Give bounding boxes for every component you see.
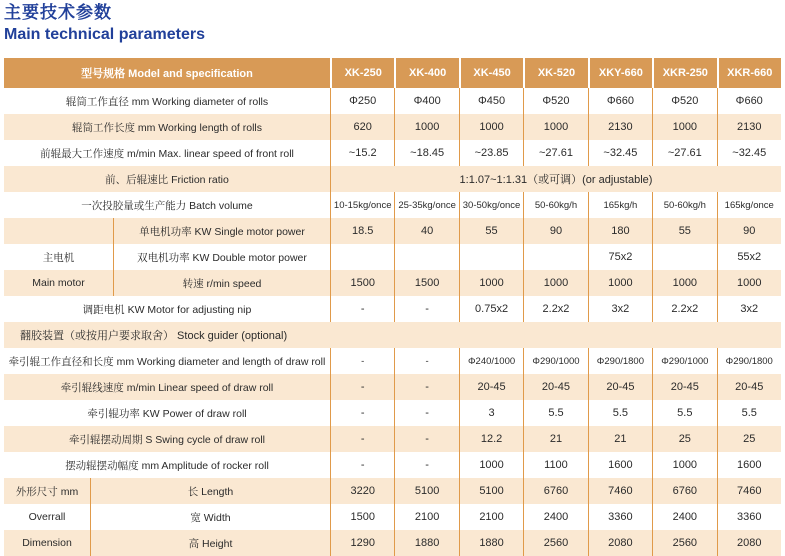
cell-value: 25 [717, 426, 781, 452]
cell-value: 55 [459, 218, 523, 244]
header-model: XKY-660 [588, 58, 652, 88]
cell-value: 90 [523, 218, 587, 244]
row-label: 牵引辊工作直径和长度 mm Working diameter and length of draw roll [8, 355, 326, 368]
cell-value: 55 [652, 218, 716, 244]
cell-value: 2400 [523, 504, 587, 530]
cell-value: 25 [652, 426, 716, 452]
cell-value: - [394, 348, 458, 374]
cell-value: - [394, 400, 458, 426]
cell-value: 12.2 [459, 426, 523, 452]
header-model: XKR-250 [652, 58, 716, 88]
cell-value [459, 244, 523, 270]
cell-value: 20-45 [588, 374, 652, 400]
table-row-draw-roll-speed [4, 374, 781, 400]
cell-value: - [394, 452, 458, 478]
cell-value: - [330, 296, 394, 322]
cell-value: ~15.2 [330, 140, 394, 166]
cell-value: Φ660 [588, 88, 652, 114]
cell-value: 1600 [588, 452, 652, 478]
cell-value: 20-45 [523, 374, 587, 400]
table-row-friction-ratio [4, 166, 781, 192]
table-row-draw-roll-swing-cycle [4, 426, 781, 452]
cell-value: 3360 [588, 504, 652, 530]
cell-value: 1000 [523, 114, 587, 140]
row-label: 调距电机 KW Motor for adjusting nip [82, 303, 252, 316]
cell-value: 165kg/once [717, 192, 781, 218]
cell-value: Φ240/1000 [459, 348, 523, 374]
cell-value [523, 244, 587, 270]
cell-value: 1000 [459, 270, 523, 296]
table-row-batch-volume [4, 192, 781, 218]
cell-value: Φ520 [652, 88, 716, 114]
table-row-roll-length [4, 114, 781, 140]
cell-value: - [330, 426, 394, 452]
cell-value: 5.5 [717, 400, 781, 426]
cell-value: 1000 [652, 114, 716, 140]
table-row-overall-height [4, 530, 781, 556]
table-row-front-roll-speed [4, 140, 781, 166]
cell-value: ~27.61 [652, 140, 716, 166]
row-label: 辊筒工作直径 mm Working diameter of rolls [65, 95, 269, 108]
cell-value: 5.5 [588, 400, 652, 426]
row-label: 前、后辊速比 Friction ratio [105, 173, 229, 186]
cell-value: 2130 [717, 114, 781, 140]
row-label: 前辊最大工作速度 m/min Max. linear speed of front roll [40, 147, 294, 160]
table-row-stock-guider [4, 322, 781, 348]
motor-group-label-zh: 主电机 [42, 251, 75, 264]
cell-value: - [394, 426, 458, 452]
header-model-spec-label: 型号规格 Model and specification [81, 68, 253, 80]
cell-value: 5100 [394, 478, 458, 504]
table-row-single-motor-power [4, 218, 781, 244]
friction-ratio-merged-value: 1:1.07~1:1.31（或可调）(or adjustable) [330, 166, 781, 192]
cell-value: 55x2 [717, 244, 781, 270]
cell-value: 2130 [588, 114, 652, 140]
parameters-table [4, 58, 781, 556]
cell-value: 5100 [459, 478, 523, 504]
row-label: 转速 r/min speed [113, 270, 330, 296]
table-row-overall-width [4, 504, 781, 530]
cell-value: 2080 [588, 530, 652, 556]
cell-value: 7460 [588, 478, 652, 504]
cell-value: - [330, 374, 394, 400]
cell-value: 90 [717, 218, 781, 244]
row-label: 高 Height [90, 530, 330, 556]
cell-value: - [394, 296, 458, 322]
cell-value: - [330, 452, 394, 478]
cell-value [394, 244, 458, 270]
cell-value: ~18.45 [394, 140, 458, 166]
cell-value: 1000 [394, 114, 458, 140]
cell-value: Φ290/1800 [717, 348, 781, 374]
cell-value: - [330, 348, 394, 374]
cell-value: 10-15kg/once [330, 192, 394, 218]
cell-value: 5.5 [652, 400, 716, 426]
table-row-roll-diameter [4, 88, 781, 114]
row-label: 单电机功率 KW Single motor power [113, 218, 330, 244]
cell-value: ~23.85 [459, 140, 523, 166]
cell-value: Φ290/1800 [588, 348, 652, 374]
cell-value: Φ250 [330, 88, 394, 114]
cell-value: 50-60kg/h [523, 192, 587, 218]
header-model: XK-400 [394, 58, 458, 88]
cell-value: Φ450 [459, 88, 523, 114]
cell-value: 1500 [330, 504, 394, 530]
cell-value: 1000 [459, 114, 523, 140]
cell-value: 1000 [523, 270, 587, 296]
cell-value: 1000 [717, 270, 781, 296]
cell-value: 1100 [523, 452, 587, 478]
stock-guider-merged-text: 翻胶装置（或按用户要求取舍） Stock guider (optional) [20, 330, 288, 342]
cell-value: Φ290/1000 [523, 348, 587, 374]
row-label: 牵引辊摆动周期 S Swing cycle of draw roll [68, 433, 266, 446]
cell-value: 20-45 [652, 374, 716, 400]
cell-value: 2400 [652, 504, 716, 530]
table-row-double-motor-power [4, 244, 781, 270]
cell-value: 2100 [394, 504, 458, 530]
row-label: 长 Length [90, 478, 330, 504]
table-row-draw-roll-diameter [4, 348, 781, 374]
cell-value [330, 244, 394, 270]
cell-value: 40 [394, 218, 458, 244]
cell-value: 180 [588, 218, 652, 244]
cell-value: Φ400 [394, 88, 458, 114]
cell-value: 0.75x2 [459, 296, 523, 322]
cell-value: Φ290/1000 [652, 348, 716, 374]
row-label: 双电机功率 KW Double motor power [113, 244, 330, 270]
cell-value: ~32.45 [717, 140, 781, 166]
cell-value: 1000 [652, 270, 716, 296]
cell-value [652, 244, 716, 270]
cell-value: 1500 [394, 270, 458, 296]
row-label: 摆动辊摆动幅度 mm Amplitude of rocker roll [65, 459, 269, 472]
dimension-group-label-overall: Overrall [28, 511, 66, 523]
cell-value: 21 [523, 426, 587, 452]
cell-value: ~32.45 [588, 140, 652, 166]
cell-value: 25-35kg/once [394, 192, 458, 218]
page-title-zh: 主要技术参数 [4, 3, 112, 22]
cell-value: 30-50kg/once [459, 192, 523, 218]
cell-value: 50-60kg/h [652, 192, 716, 218]
cell-value: 3360 [717, 504, 781, 530]
page-title-en: Main technical parameters [4, 26, 205, 43]
row-label: 辊筒工作长度 mm Working length of rolls [71, 121, 262, 134]
row-label: 牵引辊线速度 m/min Linear speed of draw roll [60, 381, 274, 394]
row-label: 宽 Width [90, 504, 330, 530]
cell-value: 75x2 [588, 244, 652, 270]
cell-value: 2.2x2 [652, 296, 716, 322]
cell-value: 2100 [459, 504, 523, 530]
row-label: 一次投胶量或生产能力 Batch volume [81, 199, 253, 212]
table-row-draw-roll-power [4, 400, 781, 426]
cell-value: 2560 [523, 530, 587, 556]
header-model: XK-450 [459, 58, 523, 88]
table-row-overall-length [4, 478, 781, 504]
cell-value: 165kg/h [588, 192, 652, 218]
cell-value: Φ660 [717, 88, 781, 114]
page-titles [4, 1, 205, 46]
cell-value: 18.5 [330, 218, 394, 244]
cell-value: 1500 [330, 270, 394, 296]
cell-value: 2.2x2 [523, 296, 587, 322]
cell-value: 1880 [459, 530, 523, 556]
table-row-rocker-amplitude [4, 452, 781, 478]
motor-group-label-en: Main motor [32, 277, 85, 289]
header-model: XK-250 [330, 58, 394, 88]
cell-value: Φ520 [523, 88, 587, 114]
cell-value: 6760 [523, 478, 587, 504]
row-label: 牵引辊功率 KW Power of draw roll [87, 407, 247, 420]
cell-value: 3x2 [717, 296, 781, 322]
cell-value: 1600 [717, 452, 781, 478]
cell-value: - [394, 374, 458, 400]
table-row-motor-rotation-speed [4, 270, 781, 296]
dimension-group-label-zh: 外形尺寸 mm [15, 485, 79, 498]
cell-value: 20-45 [717, 374, 781, 400]
header-model: XK-520 [523, 58, 587, 88]
cell-value: 7460 [717, 478, 781, 504]
table-header-row [4, 58, 781, 88]
cell-value: 2560 [652, 530, 716, 556]
cell-value: 20-45 [459, 374, 523, 400]
dimension-group-label-dimension: Dimension [22, 537, 72, 549]
table-row-nip-adjusting-motor [4, 296, 781, 322]
cell-value: 3 [459, 400, 523, 426]
cell-value: ~27.61 [523, 140, 587, 166]
header-model: XKR-660 [717, 58, 781, 88]
cell-value: 3220 [330, 478, 394, 504]
cell-value: 6760 [652, 478, 716, 504]
cell-value: 1000 [652, 452, 716, 478]
cell-value: 1000 [588, 270, 652, 296]
cell-value: 1880 [394, 530, 458, 556]
cell-value: - [330, 400, 394, 426]
cell-value: 3x2 [588, 296, 652, 322]
cell-value: 5.5 [523, 400, 587, 426]
cell-value: 1290 [330, 530, 394, 556]
motor-group-cell-empty [4, 218, 113, 244]
cell-value: 620 [330, 114, 394, 140]
cell-value: 21 [588, 426, 652, 452]
cell-value: 1000 [459, 452, 523, 478]
cell-value: 2080 [717, 530, 781, 556]
